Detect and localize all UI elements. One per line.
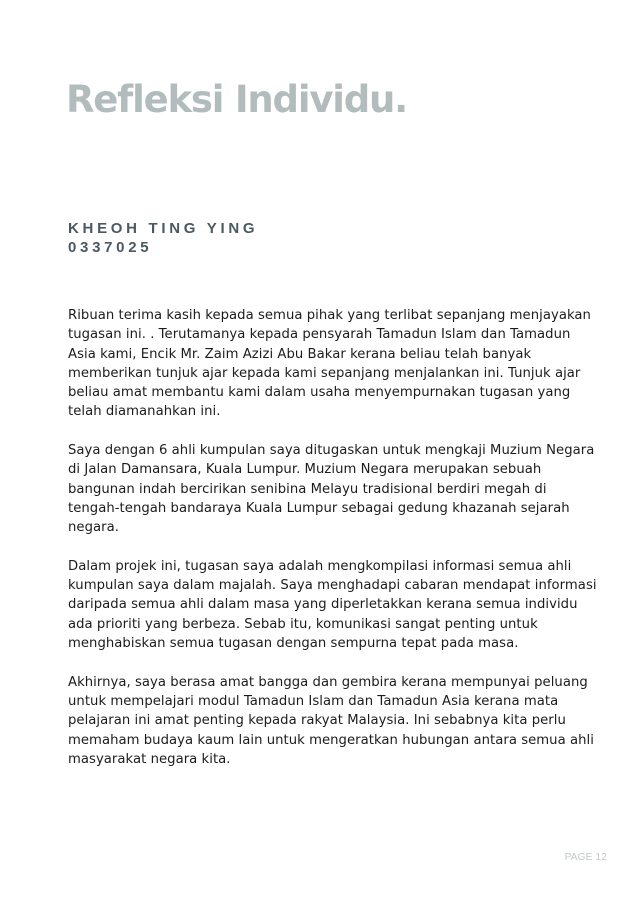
- author-block: [68, 219, 258, 257]
- student-id: 0337025: [68, 239, 153, 256]
- paragraph-task: Dalam projek ini, tugasan saya adalah mengkompilasi informasi semua ahli kumpulan saya dalam majalah. Saya menghadapi cabaran mendapat informasi daripada semua ahli dalam masa yang diperletakkan kerana semua individu ada prioriti yang berbeza. Sebab itu, komunikasi sangat penting untuk menghabiskan semua tugasan dengan sempurna tepat pada masa.: [68, 558, 597, 652]
- reflection-body: [68, 306, 598, 769]
- paragraph-museum: Saya dengan 6 ahli kumpulan saya ditugaskan untuk mengkaji Muzium Negara di Jalan Damansara, Kuala Lumpur. Muzium Negara merupakan sebuah bangunan indah bercirikan senibina Melayu tradisional berdiri megah di tengah-tengah bandaraya Kuala Lumpur sebagai gedung khazanah sejarah negara.: [68, 443, 595, 536]
- page-title: Refleksi Individu.: [66, 78, 408, 121]
- paragraph-gratitude: Ribuan terima kasih kepada semua pihak yang terlibat sepanjang menjayakan tugasan ini. . Terutamanya kepada pensyarah Tamadun Islam dan Tamadun Asia kami, Encik Mr. Zaim Azizi Abu Bakar kerana beliau telah banyak memberikan tunjuk ajar kepada kami sepanjang menjalankan ini. Tunjuk ajar beliau amat membantu kami dalam usaha menyempurnakan tugasan yang telah diamanahkan ini.: [68, 308, 591, 420]
- author-name: KHEOH TING YING: [68, 220, 259, 237]
- paragraph-conclusion: Akhirnya, saya berasa amat bangga dan gembira kerana mempunyai peluang untuk mempelajari modul Tamadun Islam dan Tamadun Asia kerana mata pelajaran ini amat penting kepada rakyat Malaysia. Ini sebabnya kita perlu memaham budaya kaum lain untuk mengeratkan hubungan antara semua ahli masyarakat negara kita.: [68, 674, 594, 767]
- page-number: PAGE 12: [564, 852, 607, 863]
